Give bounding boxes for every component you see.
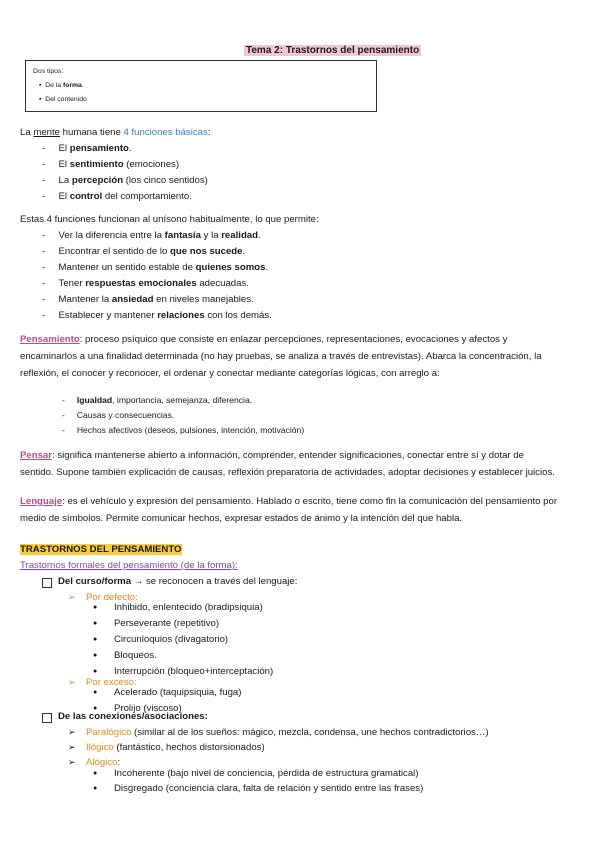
paralogico-item: Paralógico (similar al de los sueños: mágico, mezcla, condensa, une hechos contradictorios…): [86, 727, 489, 738]
curso-item: Del curso/forma → se reconocen a través del lenguaje:: [58, 576, 298, 587]
list-item: - La percepción (los cinco sentidos): [42, 175, 208, 186]
arrow-icon: ➢: [68, 592, 76, 602]
bullet-icon: ●: [93, 770, 98, 777]
page-title: Tema 2: Trastornos del pensamiento: [246, 45, 420, 56]
checkbox-icon: [42, 578, 52, 588]
por-exceso-label: Por exceso:: [86, 677, 137, 688]
box-item: ▪ Del contenido: [39, 96, 87, 103]
box-item: ▪ De la forma.: [39, 82, 84, 89]
list-item: - El control del comportamiento.: [42, 191, 192, 202]
bullet-icon: ●: [93, 620, 98, 627]
list-item: - Mantener la ansiedad en niveles manejables.: [42, 294, 254, 305]
list-item: Incoherente (bajo nivel de conciencia, pérdida de estructura gramatical): [114, 768, 419, 779]
list-item: - El sentimiento (emociones): [42, 159, 180, 170]
list-item: Bloqueos.: [114, 650, 157, 661]
por-defecto-label: Por defecto:: [86, 592, 138, 603]
pensamiento-term: Pensamiento: [20, 334, 80, 345]
bullet-icon: ●: [93, 668, 98, 675]
pensamiento-line: reflexión, el conocer y reconocer, el ordenar y conectar mediante categorías lógicas, con arreglo a:: [20, 368, 440, 379]
list-item: Interrupción (bloqueo+interceptación): [114, 666, 274, 677]
bullet-icon: ●: [93, 785, 98, 792]
list-item: Circunloquios (divagatorio): [114, 634, 229, 645]
list-item: - El pensamiento.: [42, 143, 132, 154]
list-item: - Encontrar el sentido de lo que nos sucede.: [42, 246, 246, 257]
list-item: Disgregado (conciencia clara, falta de relación y sentido entre las frases): [114, 783, 424, 794]
list-item: - Igualdad, importancia, semejanza, diferencia.: [62, 395, 253, 405]
pensamiento-line: Pensamiento: proceso psíquico que consiste en enlazar percepciones, representaciones, evocaciones y afectos y: [20, 334, 508, 345]
list-item: - Causas y consecuencias.: [62, 410, 175, 420]
pensar-line: sentido. Supone también explicación de causas, reflexión preparatoria de actividades, adoptar decisiones y establecer juicios.: [20, 467, 555, 478]
list-item: Acelerado (taquipsiquia, fuga): [114, 687, 242, 698]
bullet-icon: ●: [93, 652, 98, 659]
lenguaje-term: Lenguaje: [20, 496, 63, 507]
list-item: - Ver la diferencia entre la fantasía y la realidad.: [42, 230, 261, 241]
intro-line: La mente humana tiene 4 funciones básicas:: [20, 127, 211, 138]
unison-text: Estas 4 funciones funcionan al unísono habitualmente, lo que permite:: [20, 214, 319, 225]
trastornos-subheading: Trastornos formales del pensamiento (de la forma):: [20, 560, 238, 571]
arrow-icon: ➢: [68, 677, 76, 687]
bullet-icon: ●: [93, 604, 98, 611]
arrow-icon: ➢: [68, 757, 76, 767]
trastornos-heading: TRASTORNOS DEL PENSAMIENTO: [20, 544, 182, 555]
bullet-icon: ●: [93, 689, 98, 696]
arrow-icon: ➢: [68, 742, 76, 752]
pensamiento-line: encaminarlos a una finalidad determinada (no hay pruebas, se analiza a través de entrevistas). Abarca la concentración, la: [20, 351, 542, 362]
list-item: - Mantener un sentido estable de quienes somos.: [42, 262, 269, 273]
ilogico-item: Ilógico (fantástico, hechos distorsionados): [86, 742, 265, 753]
list-item: - Hechos afectivos (deseos, pulsiones, intención, motivación): [62, 425, 305, 435]
lenguaje-line: Lenguaje: es el vehículo y expresión del pensamiento. Hablado o escrito, tiene como fin la comunicación del pensamiento por: [20, 496, 558, 507]
pensar-line: Pensar: significa mantenerse abierto a información, comprender, entender significaciones, conectar entre sí y dotar de: [20, 450, 524, 461]
box-heading: Dos tipos:: [33, 68, 64, 75]
lenguaje-line: medio de símbolos. Permite comunicar hechos, expresar estados de ánimo y la intención del que habla.: [20, 513, 463, 524]
bullet-icon: ●: [93, 705, 98, 712]
list-item: - Tener respuestas emocionales adecuadas.: [42, 278, 249, 289]
conexiones-item: De las conexiones/asociaciones:: [58, 711, 208, 722]
alogico-item: Alógico:: [86, 757, 121, 768]
bullet-icon: ●: [93, 636, 98, 643]
list-item: Inhibido, enlentecido (bradipsiquia): [114, 602, 263, 613]
pensar-term: Pensar: [20, 450, 52, 461]
list-item: Perseverante (repetitivo): [114, 618, 220, 629]
list-item: - Establecer y mantener relaciones con los demás.: [42, 310, 272, 321]
list-item: Prolijo (viscoso): [114, 703, 182, 714]
types-box: [25, 60, 377, 112]
checkbox-icon: [42, 713, 52, 723]
arrow-icon: ➢: [68, 727, 76, 737]
